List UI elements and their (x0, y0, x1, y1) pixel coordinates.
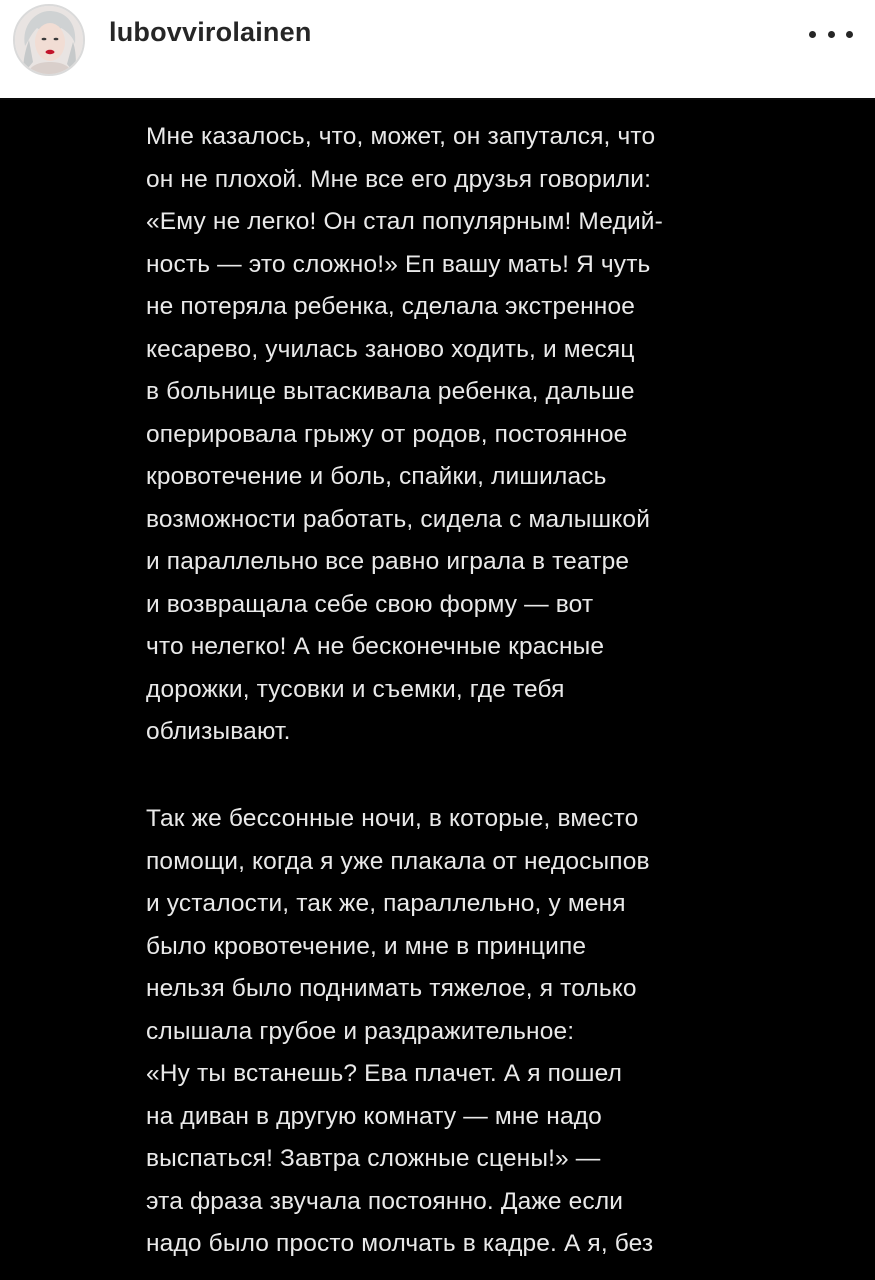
text-line: Так же бессонные ночи, в которые, вместо (146, 805, 639, 832)
text-line: выспаться! Завтра сложные сцены!» — (146, 1145, 601, 1172)
text-line: на диван в другую комнату — мне надо (146, 1102, 602, 1130)
text-line: он не плохой. Мне все его друзья говорили: (146, 165, 652, 193)
text-line: эта фраза звучала постоянно. Даже если (146, 1187, 624, 1215)
text-line: не потеряла ребенка, сделала экстренное (146, 293, 636, 320)
profile-photo-icon (15, 6, 83, 74)
text-line: дорожки, тусовки и съемки, где тебя (146, 675, 565, 703)
text-line: и усталости, так же, параллельно, у меня (146, 890, 626, 917)
more-dot (846, 31, 853, 38)
post-image[interactable] (0, 98, 875, 1280)
text-line: слышала грубое и раздражительное: (146, 1017, 575, 1045)
text-line: кесарево, училась заново ходить, и месяц (146, 335, 635, 363)
username[interactable]: lubovvirolainen (109, 17, 312, 47)
text-line: и параллельно все равно играла в театре (146, 548, 630, 575)
text-line: оперировала грыжу от родов, постоянное (146, 420, 628, 448)
text-line: Мне казалось, что, может, он запутался, что (146, 123, 656, 150)
text-line: помощи, когда я уже плакала от недосыпов (146, 847, 650, 875)
more-options-icon[interactable] (809, 22, 853, 46)
text-line: «Ну ты встанешь? Ева плачет. А я пошел (146, 1060, 623, 1087)
more-dot (809, 31, 816, 38)
post-text-paragraph-1 (146, 116, 766, 754)
text-line: было кровотечение, и мне в принципе (146, 932, 587, 960)
text-line: облизывают. (146, 718, 291, 745)
text-line: «Ему не легко! Он стал популярным! Медий- (146, 208, 663, 235)
post-text-paragraph-2 (146, 798, 766, 1266)
text-line: в больнице вытаскивала ребенка, дальше (146, 378, 635, 405)
text-line: нельзя было поднимать тяжелое, я только (146, 975, 637, 1002)
text-line: кровотечение и боль, спайки, лишилась (146, 463, 607, 490)
text-line: ность — это сложно!» Еп вашу мать! Я чуть (146, 250, 651, 278)
text-line: надо было просто молчать в кадре. А я, без (146, 1230, 654, 1257)
more-dot (828, 31, 835, 38)
text-line: и возвращала себе свою форму — вот (146, 590, 594, 618)
post-header (0, 0, 875, 98)
profile-avatar[interactable] (13, 4, 85, 76)
text-line: что нелегко! А не бесконечные красные (146, 633, 605, 660)
text-line: возможности работать, сидела с малышкой (146, 505, 651, 533)
